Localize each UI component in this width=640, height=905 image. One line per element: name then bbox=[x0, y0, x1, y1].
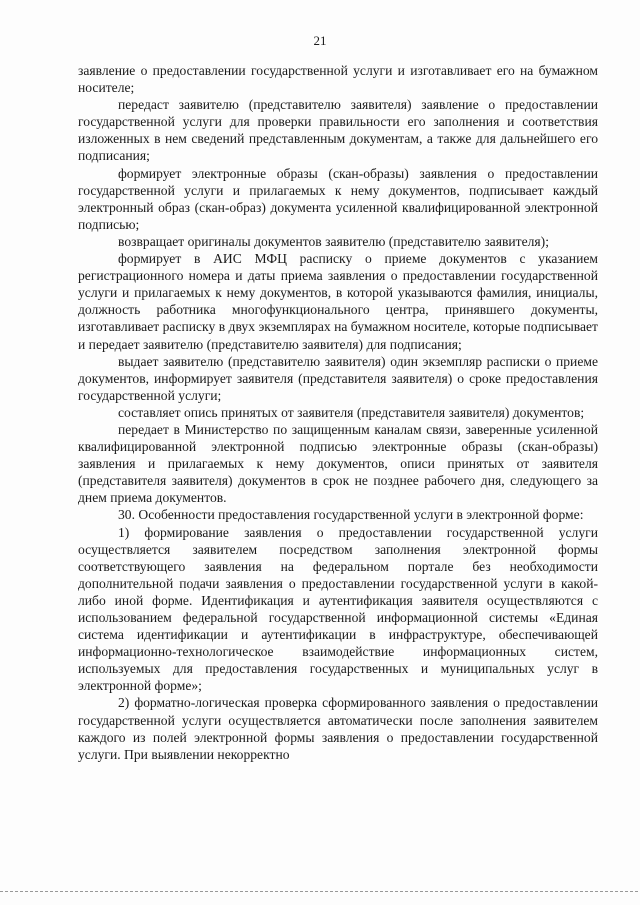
paragraph: формирует электронные образы (скан-образы) заявления о предоставлении государственной услуги и прилагаемых к нему документов, подписывает каждый электронный образ (скан-образ) документа усиленной квалифицированной электронной подписью; bbox=[78, 165, 598, 232]
paragraph: 2) форматно-логическая проверка сформированного заявления о предоставлении государственной услуги осуществляется автоматически после заполнения заявителем каждого из полей электронной формы заявления о предоставлении государственной услуги. При выявлении некорректно bbox=[78, 695, 598, 762]
paragraph: формирует в АИС МФЦ расписку о приеме документов с указанием регистрационного номера и даты приема заявления о предоставлении государственной услуги и прилагаемых к нему документов, в которой указываются фамилия, инициалы, должность работника многофункционального центра, принявшего документы, изготавливает расписку в двух экземплярах на бумажном носителе, которые подписывает и передает заявителю (представителю заявителя) для подписания; bbox=[78, 251, 598, 352]
paragraph: составляет опись принятых от заявителя (представителя заявителя) документов; bbox=[118, 404, 585, 420]
paragraph: заявление о предоставлении государственной услуги и изготавливает его на бумажном носителе; bbox=[78, 63, 598, 96]
section-heading: 30. Особенности предоставления государственной услуги в электронной форме: bbox=[118, 507, 584, 523]
page-bottom-rule bbox=[0, 891, 640, 892]
page-number: 21 bbox=[313, 33, 327, 48]
paragraph: 1) формирование заявления о предоставлении государственной услуги осуществляется заявителем посредством заполнения электронной формы соответствующего заявления на федеральном портале без необходимости дополнительной подачи заявления о предоставлении государственной услуги в какой-либо иной форме. Идентификация и аутентификация заявителя осуществляются с использованием федеральной государственной информационной системы «Единая система идентификации и аутентификации в инфраструктуре, обеспечивающей информационно-технологическое взаимодействие информационных систем, используемых для предоставления государственных и муниципальных услуг в электронной форме»; bbox=[78, 524, 598, 694]
document-body bbox=[78, 62, 598, 763]
paragraph: передает в Министерство по защищенным каналам связи, заверенные усиленной квалифицированной электронной подписью электронные образы (скан-образы) заявления и прилагаемых к нему документов, описи принятых от заявителя (представителя заявителя) документов в срок не позднее рабочего дня, следующего за днем приема документов. bbox=[78, 421, 598, 506]
paragraph: передаст заявителю (представителю заявителя) заявление о предоставлении государственной услуги для проверки правильности его заполнения и соответствия изложенных в нем сведений представленным документам, а также для дальнейшего его подписания; bbox=[78, 97, 598, 164]
paragraph: возвращает оригиналы документов заявителю (представителю заявителя); bbox=[118, 233, 549, 249]
paragraph: выдает заявителю (представителю заявителя) один экземпляр расписки о приеме документов, информирует заявителя (представителя заявителя) о сроке предоставления государственной услуги; bbox=[78, 353, 598, 403]
